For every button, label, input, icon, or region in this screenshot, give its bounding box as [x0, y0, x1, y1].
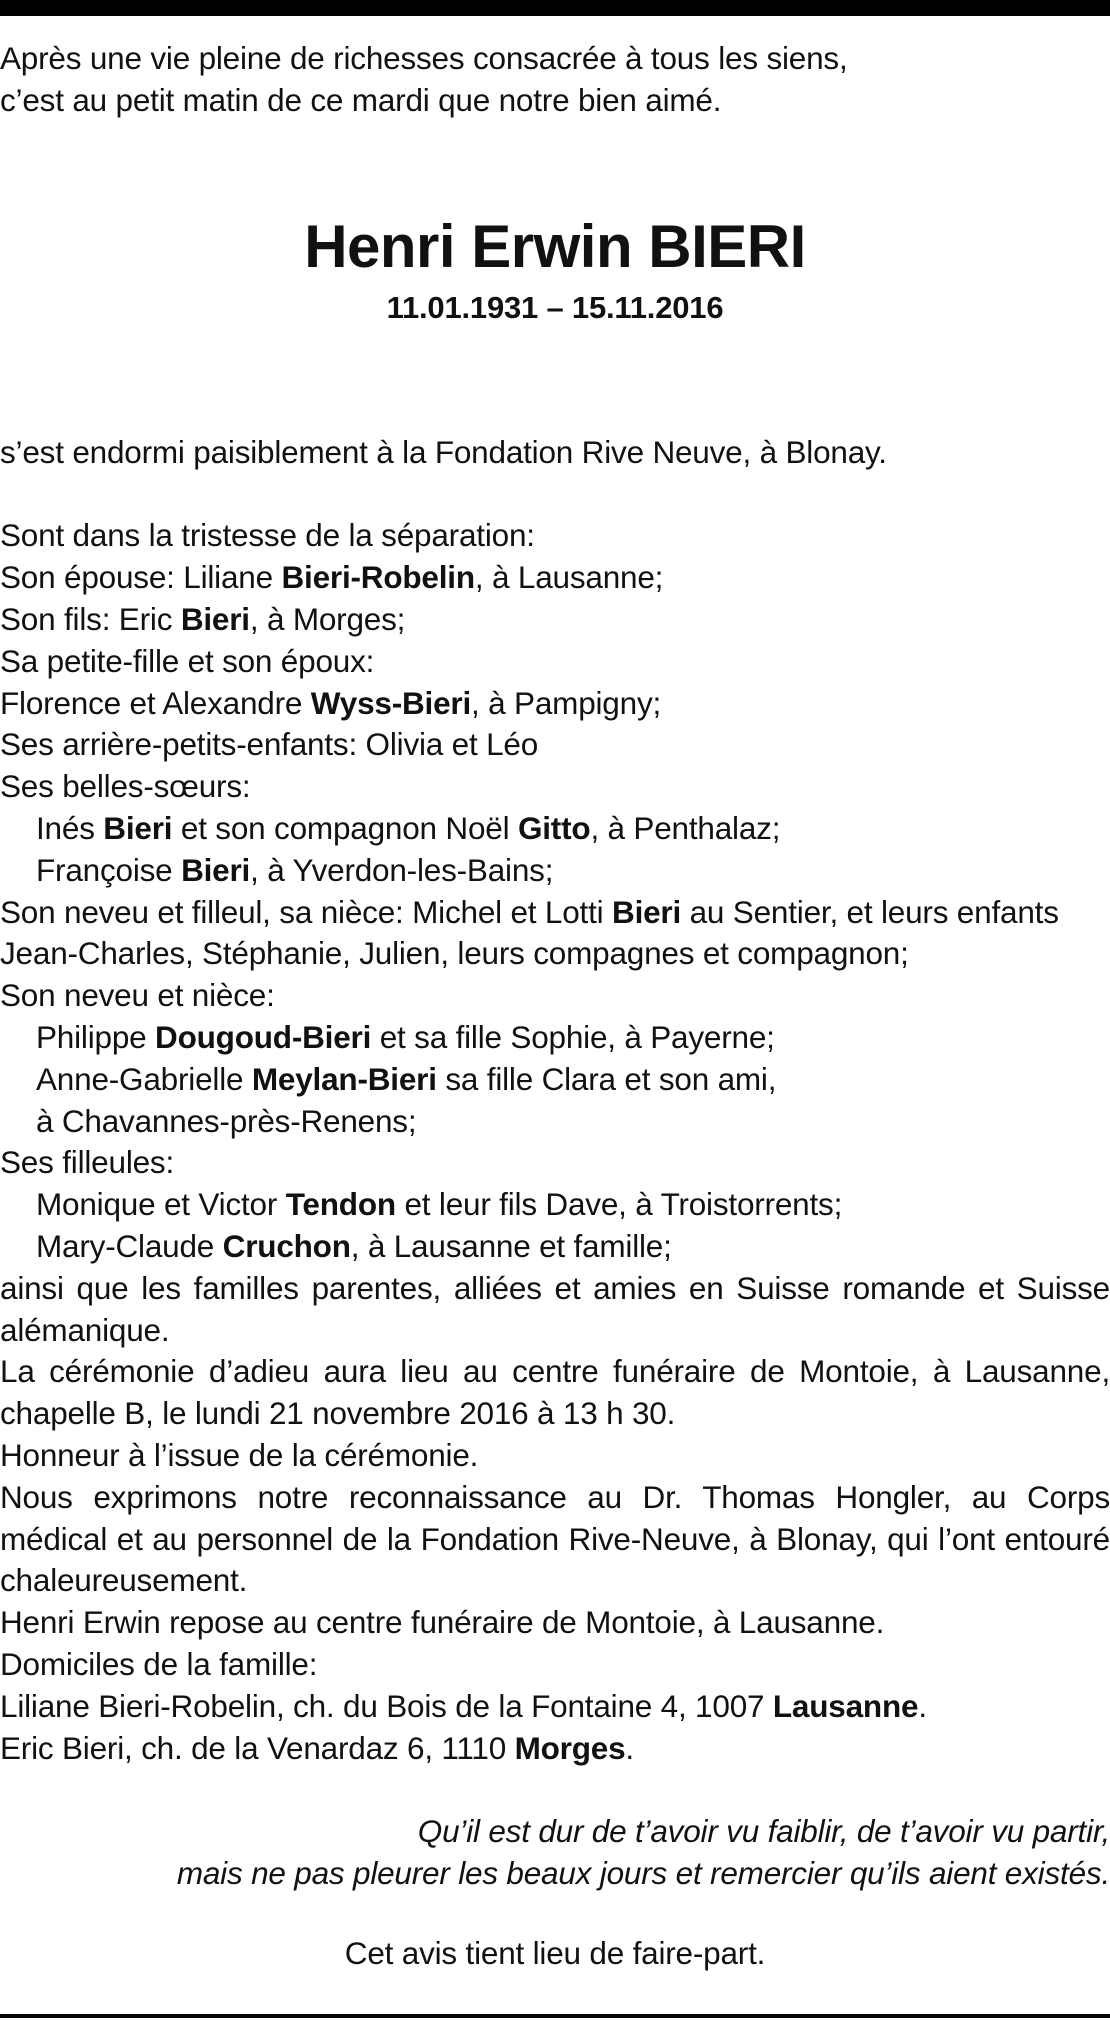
thanks-paragraph: Nous exprimons notre reconnaissance au Dr. Thomas Hongler, au Corps médical et au personnel de la Fondation Rive-Neuve, à Blonay, qui l’ont entouré chaleureusement.	[0, 1478, 1110, 1599]
memorial-verse	[0, 1811, 1110, 1895]
family-wife: Son épouse: Liliane Bieri-Robelin, à Lausanne;	[0, 559, 664, 596]
deceased-name: Henri Erwin BIERI	[304, 212, 806, 280]
family-niece: Anne-Gabrielle Meylan-Bieri sa fille Clara et son ami,	[36, 1060, 777, 1097]
announcement: s’est endormi paisiblement à la Fondation Rive Neuve, à Blonay.	[0, 433, 887, 470]
domicile-1: Liliane Bieri-Robelin, ch. du Bois de la Fontaine 4, 1007 Lausanne.	[0, 1687, 927, 1724]
domicile-2: Eric Bieri, ch. de la Venardaz 6, 1110 Morges.	[0, 1729, 634, 1766]
rests-paragraph: Henri Erwin repose au centre funéraire de Montoie, à Lausanne.	[0, 1604, 885, 1641]
family-niece-place: à Chavannes-près-Renens;	[36, 1102, 417, 1139]
family-list	[0, 515, 1110, 1769]
deceased-dates: 11.01.1931 – 15.11.2016	[386, 289, 724, 325]
ceremony-paragraph: La cérémonie d’adieu aura lieu au centre funéraire de Montoie, à Lausanne, chapelle B, le lundi 21 novembre 2016 à 13 h 30.	[0, 1353, 1110, 1432]
family-goddaughter-2: Mary-Claude Cruchon, à Lausanne et famille;	[36, 1227, 672, 1264]
bottom-rule	[0, 2014, 1110, 2018]
family-nephew-children: Jean-Charles, Stéphanie, Julien, leurs compagnes et compagnon;	[0, 935, 909, 972]
intro-text	[0, 38, 1110, 122]
family-sister-1: Inés Bieri et son compagnon Noël Gitto, à Penthalaz;	[36, 809, 781, 846]
domiciles-heading: Domiciles de la famille:	[0, 1645, 318, 1682]
families-paragraph: ainsi que les familles parentes, alliées et amies en Suisse romande et Suisse alémanique.	[0, 1269, 1110, 1348]
family-goddaughters-heading: Ses filleules:	[0, 1144, 175, 1181]
honour-paragraph: Honneur à l’issue de la cérémonie.	[0, 1436, 479, 1473]
family-great-grandchildren: Ses arrière-petits-enfants: Olivia et Léo	[0, 726, 539, 763]
notice-text: Cet avis tient lieu de faire-part.	[344, 1934, 766, 1971]
obituary-notice	[0, 38, 1110, 1975]
verse-line: Qu’il est dur de t’avoir vu faiblir, de t’avoir vu partir,	[417, 1813, 1110, 1850]
top-rule	[0, 0, 1110, 16]
intro-line: c’est au petit matin de ce mardi que notre bien aimé.	[0, 81, 722, 118]
family-son: Son fils: Eric Bieri, à Morges;	[0, 600, 406, 637]
family-granddaughter: Florence et Alexandre Wyss-Bieri, à Pampigny;	[0, 684, 662, 721]
family-sister-2: Françoise Bieri, à Yverdon-les-Bains;	[36, 851, 554, 888]
family-goddaughter-1: Monique et Victor Tendon et leur fils Dave, à Troistorrents;	[36, 1186, 843, 1223]
family-granddaughter-heading: Sa petite-fille et son époux:	[0, 642, 375, 679]
family-nephew-godson: Son neveu et filleul, sa nièce: Michel et Lotti Bieri au Sentier, et leurs enfants	[0, 893, 1059, 930]
family-nephew-niece-heading: Son neveu et nièce:	[0, 977, 275, 1014]
family-sisters-heading: Ses belles-sœurs:	[0, 768, 251, 805]
family-heading: Sont dans la tristesse de la séparation:	[0, 517, 535, 554]
verse-line: mais ne pas pleurer les beaux jours et remercier qu’ils aient existés.	[176, 1855, 1110, 1892]
intro-line: Après une vie pleine de richesses consacrée à tous les siens,	[0, 40, 848, 76]
family-nephew: Philippe Dougoud-Bieri et sa fille Sophie, à Payerne;	[36, 1018, 775, 1055]
